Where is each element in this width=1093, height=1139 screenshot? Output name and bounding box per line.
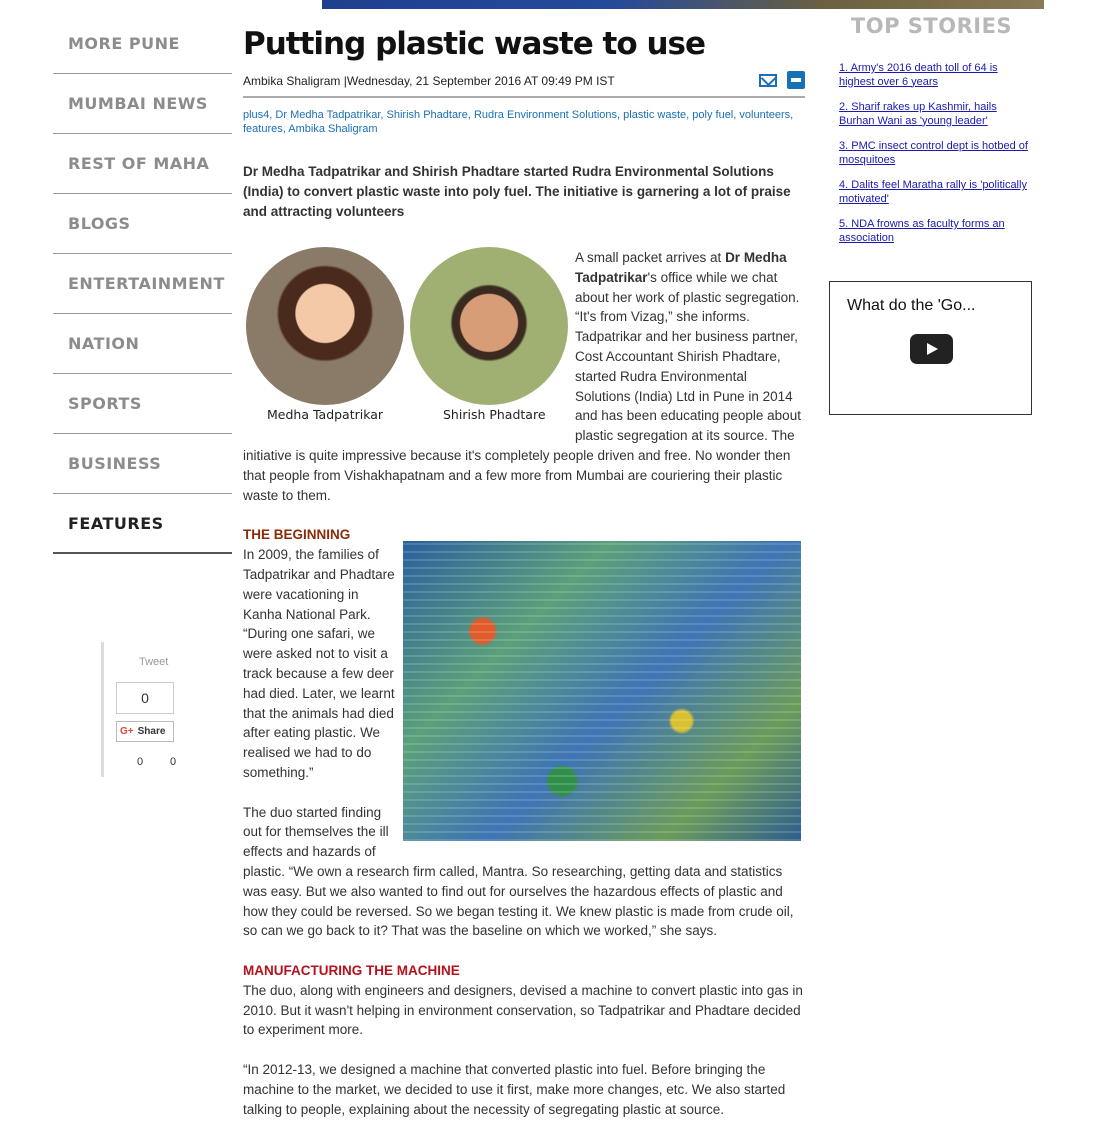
section-heading: MANUFACTURING THE MACHINE — [243, 963, 460, 979]
nav-item-blogs[interactable]: BLOGS — [53, 194, 232, 254]
tag-link[interactable]: volunteers — [739, 109, 791, 121]
section-heading: THE BEGINNING — [243, 527, 351, 543]
paragraph-bold: Dr Medha Tadpatrikar — [575, 250, 787, 285]
tag-link[interactable]: poly fuel — [692, 109, 734, 121]
nav-item-features[interactable]: FEATURES — [53, 494, 232, 554]
video-embed[interactable] — [829, 281, 1032, 415]
byline: Ambika Shaligram |Wednesday, 21 September 2016 AT 09:49 PM IST — [243, 74, 805, 98]
paragraph-text: 's office while we chat about her work of plastic segregation. “It's from Vizag,” she informs. Tadpatrikar and her business partner, Cost Accountant Shirish Phadtare, started Rudra Environmental Solutions (India) Ltd in Pune in 2014 and has been educating people about plastic segregation at its source. The initiative is quite impressive because it's completely people driven and free. No wonder then that people from Vishakhapatnam and a few more from Mumbai are couriering their plastic waste to them. — [243, 269, 801, 503]
nav-item-more-pune[interactable]: MORE PUNE — [53, 14, 232, 74]
nav-item-nation[interactable]: NATION — [53, 314, 232, 374]
article-title: Putting plastic waste to use — [243, 26, 706, 62]
share-counter-a: 0 — [137, 756, 144, 768]
top-story-link[interactable]: 4. Dalits feel Maratha rally is 'politically motivated' — [839, 179, 1027, 205]
publish-date: Wednesday, 21 September 2016 AT 09:49 PM IST — [346, 74, 615, 88]
top-story-link[interactable]: 1. Army's 2016 death toll of 64 is highest over 6 years — [839, 62, 998, 88]
top-story-link[interactable]: 3. PMC insect control dept is hotbed of mosquitoes — [839, 140, 1028, 166]
paragraph: The duo, along with engineers and designers, devised a machine to convert plastic into gas in 2010. But it wasn't helping in environment conservation, so Tadpatrikar and Phadtare decided to experiment more. — [243, 982, 803, 1038]
nav-item-business[interactable]: BUSINESS — [53, 434, 232, 494]
gplus-share-button[interactable] — [116, 721, 174, 742]
email-icon[interactable] — [759, 74, 777, 87]
author-name[interactable]: Ambika Shaligram — [243, 74, 341, 88]
article — [243, 20, 805, 1139]
print-icon[interactable] — [787, 71, 805, 89]
top-story-link[interactable]: 2. Sharif rakes up Kashmir, hails Burhan Wani as 'young leader' — [839, 101, 997, 127]
nav-item-mumbai-news[interactable]: MUMBAI NEWS — [53, 74, 232, 134]
gplus-icon: G+ — [120, 726, 134, 737]
tag-link[interactable]: Ambika Shaligram — [288, 123, 378, 135]
top-stories-title: TOP STORIES — [850, 14, 1013, 38]
gplus-share-label: Share — [137, 726, 166, 737]
tag-link[interactable]: plus4 — [243, 109, 270, 121]
tag-link[interactable]: features — [243, 123, 283, 135]
paragraph: The duo started finding out for themselves the ill effects and hazards of plastic. “We own a research firm called, Mantra. So researching, getting data and statistics was easy. But we also wanted to find out for ourselves the hazardous effects of plastic and how they could be reversed. So we began testing it. We knew plastic is made from crude oil, so can we go back to it? That was the baseline on which we worked,” she says. — [243, 804, 794, 939]
paragraph: In 2009, the families of Tadpatrikar and Phadtare were vacationing in Kanha National Park. “During one safari, we were asked not to visit a track because a few deer had died. Later, we learnt that the animals had died after eating plastic. We realised we had to do something.” — [243, 547, 395, 780]
tag-link[interactable]: plastic waste — [623, 109, 687, 121]
top-banner-ad[interactable] — [322, 0, 1044, 9]
top-stories — [829, 14, 1034, 257]
article-tools — [759, 71, 805, 89]
portrait-shirish — [410, 247, 568, 405]
photo-caption: Medha Tadpatrikar — [267, 407, 384, 422]
paragraph-text: A small packet arrives at — [575, 250, 726, 265]
tag-link[interactable]: Rudra Environment Solutions — [473, 109, 618, 121]
play-icon[interactable] — [910, 334, 953, 364]
share-widget — [101, 642, 194, 777]
photo-caption: Shirish Phadtare — [443, 407, 546, 422]
tweet-button[interactable]: Tweet — [139, 656, 169, 668]
tag-link[interactable]: Shirish Phadtare — [386, 109, 468, 121]
article-body — [243, 248, 805, 1119]
nav-item-entertainment[interactable]: ENTERTAINMENT — [53, 254, 232, 314]
left-nav — [53, 14, 232, 554]
nav-item-sports[interactable]: SPORTS — [53, 374, 232, 434]
video-title: What do the 'Go... — [847, 297, 976, 314]
article-intro: Dr Medha Tadpatrikar and Shirish Phadtare started Rudra Environmental Solutions (India) to convert plastic waste into poly fuel. The initiative is garnering a lot of praise and attracting volunteers — [243, 164, 791, 219]
founders-photo — [243, 245, 569, 429]
portrait-medha — [246, 247, 404, 405]
tag-link[interactable]: Dr Medha Tadpatrikar — [275, 109, 381, 121]
nav-item-rest-of-maha[interactable]: REST OF MAHA — [53, 134, 232, 194]
paragraph: “In 2012-13, we designed a machine that converted plastic into fuel. Before bringing the machine to the market, we decided to use it first, make more changes, etc. We also started talking to people, explaining about the necessity of segregating plastic at source. — [243, 1062, 786, 1117]
share-count: 0 — [116, 682, 174, 714]
share-counter-b: 0 — [170, 756, 177, 768]
top-story-link[interactable]: 5. NDA frowns as faculty forms an association — [839, 218, 1005, 244]
plastic-bales-photo — [403, 541, 801, 841]
tag-list: plus4, Dr Medha Tadpatrikar, Shirish Phadtare, Rudra Environment Solutions, plastic waste, poly fuel, volunteers, features, Ambika Shaligram — [243, 109, 794, 135]
